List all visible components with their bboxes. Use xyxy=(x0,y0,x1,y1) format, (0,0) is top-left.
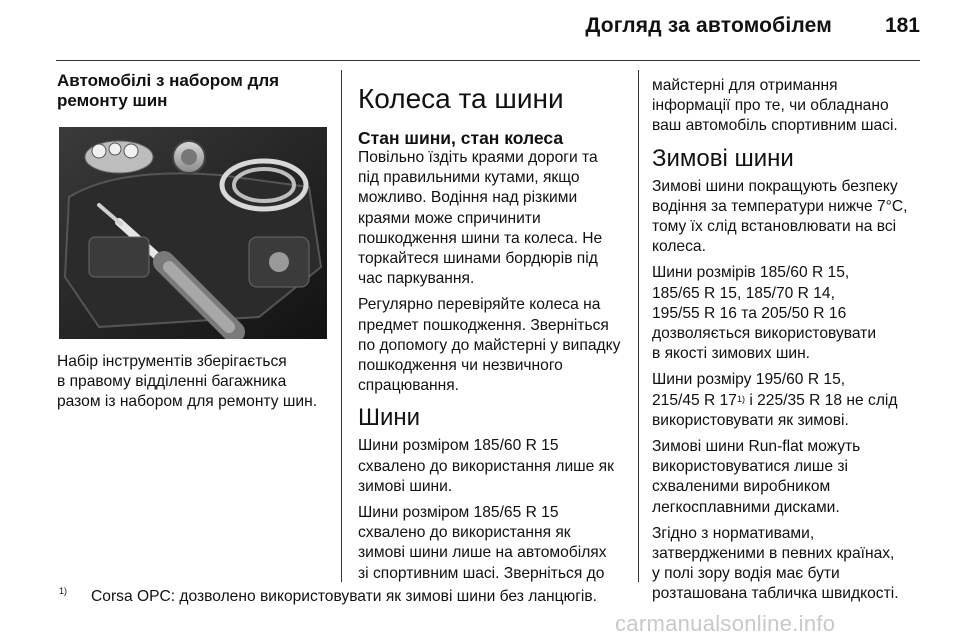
section-title-tyres: Шини xyxy=(358,404,421,432)
paragraph-not-winter-end: і 225/35 R 18 не слід використовувати як зимові. xyxy=(652,391,898,429)
chapter-title-wheels-tyres: Колеса та шини xyxy=(358,83,564,114)
subheading-tyre-condition: Стан шини, стан колеса xyxy=(358,128,564,148)
page-header-title: Догляд за автомобілем xyxy=(585,14,832,37)
paragraph-driving-edges: Повільно їздіть краями дороги та під правильними кутами, якщо можливо. Водіння над різкими краями може спричинити пошкодження шини та колеса. Не торкайтеся шинами бордюрів під час паркування. xyxy=(358,149,603,288)
section-heading-repair-kit: Автомобілі з набором для ремонту шин xyxy=(57,71,280,110)
paragraph-workshop-info: майстерні для отримання інформації про те, чи обладнано ваш автомобіль спортивним шасі. xyxy=(652,77,898,135)
trunk-illustration xyxy=(59,127,327,339)
footnote-text: Corsa OPC: дозволено використовувати як зимові шини без ланцюгів. xyxy=(91,588,597,605)
paragraph-not-winter-start: Шини розміру 195/60 R 15, 215/45 R 17 xyxy=(652,371,846,409)
photo-caption: Набір інструментів зберігається в правому відділенні багажника разом із набором для ремонту шин. xyxy=(57,353,318,411)
paragraph-speed-label: Згідно з нормативами, затвердженими в певних країнах, у полі зору водія має бути розташована табличка швидкості. xyxy=(652,524,899,603)
left-column xyxy=(57,71,327,125)
column-divider-right xyxy=(638,70,639,582)
paragraph-not-winter-sizes xyxy=(652,370,932,431)
paragraph-tyre-185-60: Шини розміром 185/60 R 15 схвалено до використання лише як зимові шини. xyxy=(358,437,614,495)
paragraph-winter-safety: Зимові шини покращують безпеку водіння за температури нижче 7°C, тому їх слід встановлювати на всі колеса. xyxy=(652,177,908,256)
footnote-reference: 1) xyxy=(736,393,745,404)
section-title-winter-tyres: Зимові шини xyxy=(652,144,794,172)
paragraph-tyre-185-65: Шини розміром 185/65 R 15 схвалено до використання як зимові шини лише на автомобілях зі спортивним шасі. Зверніться до xyxy=(358,504,607,582)
middle-column xyxy=(358,84,628,590)
footnote xyxy=(59,588,597,606)
paragraph-runflat: Зимові шини Run-flat можуть використовуватися лише зі схваленими виробником легкосплавними дисками. xyxy=(652,438,861,516)
trunk-tool-kit-photo xyxy=(59,127,327,339)
right-column xyxy=(652,76,932,611)
page-number: 181 xyxy=(884,14,920,37)
footnote-marker: 1) xyxy=(59,586,68,596)
photo-caption-block xyxy=(57,352,337,419)
paragraph-allowed-sizes: Шини розмірів 185/60 R 15, 185/65 R 15, 185/70 R 14, 195/55 R 16 та 205/50 R 16 дозволяється використовувати в якості зимових шин. xyxy=(652,264,877,363)
watermark: carmanualsonline.info xyxy=(615,611,836,636)
column-divider-left xyxy=(341,70,342,582)
paragraph-check-wheels: Регулярно перевіряйте колеса на предмет пошкодження. Зверніться по допомогу до майстерні у випадку пошкодження чи незвичного спрацювання. xyxy=(358,296,621,395)
header-rule xyxy=(56,60,920,61)
